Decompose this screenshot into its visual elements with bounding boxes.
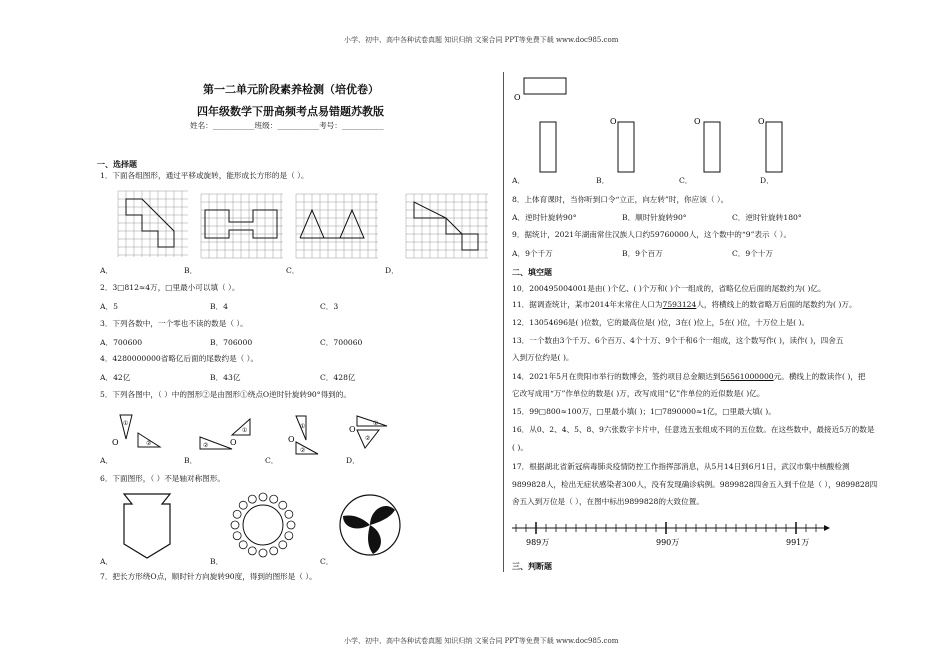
page-header: 小学、初中、高中各种试卷真题 知识归纳 文案合同 PPT等免费下载 www.doc985.com: [344, 36, 619, 44]
q5-c-point: O: [288, 435, 295, 444]
q6-figure-swirl: [335, 490, 405, 560]
q5-d-mark2: ②: [365, 435, 371, 442]
q1-figure-a: [118, 191, 188, 261]
q6-figure-ring: [228, 490, 298, 560]
q5-b-mark1: ②: [203, 442, 209, 449]
exam-subtitle: 四年级数学下册高频考点易错题苏教版: [197, 105, 384, 118]
q11-text-2: 人，将横线上的数省略万后面的尾数约为( )万。: [696, 300, 857, 309]
q5-figure-a: [112, 415, 172, 459]
question-10: 10．200495004001是由( )个亿、( )个万和( )个一组成的，省略亿位后面的尾数约为( )亿。: [512, 284, 826, 293]
q5-a-mark2: ②: [146, 440, 152, 447]
q3-option-c: C．700060: [320, 338, 363, 347]
question-9: 9．据统计，2021年湖南常住汉族人口约59760000人，这个数中的“9”表示（ ）。: [512, 230, 792, 239]
q5-option-d: D．: [346, 456, 360, 465]
q14-text-1: 14．2021年5月在贵阳市举行的数博会，签约项目总金额达到: [512, 372, 721, 381]
q8-option-a: A．逆时针旋转90°: [512, 213, 577, 222]
numline-label-991: 991万: [786, 538, 810, 547]
question-15: 15．99□800≈100万，□里最小填( )；1□7890000≈1亿，□里最大填( )。: [512, 407, 776, 416]
question-3: 3．下列各数中，一个零也不读的数是（ ）。: [100, 319, 248, 328]
q9-option-b: B．9个百万: [622, 249, 663, 258]
q6-figure-shield: [112, 490, 182, 560]
q5-d-mark1: ①: [373, 420, 379, 427]
section-choice-heading: 一、选择题: [97, 159, 137, 169]
q5-a-point: O: [112, 438, 119, 447]
question-7: 7．把长方形绕O点，顺时针方向旋转90度，得到的图形是（ ）。: [100, 572, 317, 581]
numline-label-989: 989万: [526, 538, 550, 547]
q4-option-a: A．42亿: [100, 373, 131, 382]
question-13-line2: 入到万位约是( )。: [512, 353, 574, 362]
q1-option-a: A．: [100, 266, 114, 275]
number-line: [512, 520, 832, 550]
q1-option-c: C．: [286, 266, 300, 275]
q8-option-b: B．顺时针旋转90°: [622, 213, 687, 222]
q7-option-a: A．: [512, 176, 526, 185]
q4-option-c: C．428亿: [320, 373, 356, 382]
q1-figure-d: [406, 194, 488, 262]
q7-option-d: D．: [760, 176, 774, 185]
q5-c-mark2: ②: [300, 447, 306, 454]
column-divider: [503, 72, 504, 572]
numline-label-990: 990万: [656, 538, 680, 547]
q5-option-c: C．: [265, 456, 279, 465]
section-fill-heading: 二、填空题: [512, 267, 552, 277]
q5-a-mark1: ①: [123, 420, 129, 427]
q7-d-point: O: [758, 117, 765, 126]
question-4: 4．4280000000省略亿后面的尾数约是（ ）。: [100, 354, 259, 363]
student-info-line: 姓名：___________班级：___________考号：___________: [190, 121, 384, 130]
question-16-line2: ( )。: [512, 443, 528, 452]
question-17-line1: 17．根据湖北省新冠病毒肺炎疫情防控工作指挥部消息，从5月14日到6月1日，武汉市集中核酸检测: [512, 462, 850, 471]
question-12: 12．13054696是( )位数，它的最高位是( )位，3在( )位上，5在( )位，十万位上是( )。: [512, 318, 810, 327]
q5-d-point: O: [349, 425, 356, 434]
question-5: 5．下列各图中，（ ）中的图形②是由图形①绕点O逆时针旋转90°得到的。: [100, 390, 351, 399]
q1-option-d: D．: [385, 266, 399, 275]
q1-option-b: B．: [184, 266, 198, 275]
question-14-line1: [512, 372, 866, 382]
question-6: 6．下面图形，（ ）不是轴对称图形。: [100, 474, 225, 483]
question-2: 2．3□812≈4万，□里最小可以填（ ）。: [100, 283, 240, 292]
q1-figure-b: [201, 194, 283, 262]
q5-option-a: A．: [100, 456, 114, 465]
question-16-line1: 16．从0、2、4、5、8、9六张数字卡片中，任意选五张组成不同的五位数。在这些数中，最接近5万的数是: [512, 425, 875, 434]
q14-text-2: 元。横线上的数读作( )，把: [773, 372, 866, 381]
q2-option-c: C．3: [320, 302, 339, 311]
q7-original-point: O: [514, 93, 521, 102]
q5-b-point: O: [230, 438, 237, 447]
q2-option-a: A．5: [100, 302, 118, 311]
question-17-line3: 舍五入到万位是（ ），在图中标出9899828的大致位置。: [512, 497, 704, 506]
q11-underlined: 7593124: [662, 300, 697, 309]
q2-option-b: B．4: [210, 302, 229, 311]
q7-figures: [514, 76, 774, 186]
q7-option-c: C．: [679, 176, 693, 185]
question-11: [512, 300, 857, 310]
q5-option-b: B．: [184, 456, 198, 465]
question-14-line2: 它改写成用“万”作单位的数是( )万，改写成用“亿”作单位的近似数是( )亿。: [512, 389, 765, 398]
q6-option-c: C．: [320, 557, 334, 566]
question-17-line2: 9899828人，检出无症状感染者300人，没有发现确诊病例。9899828四舍五入到千位是（ ），9899828四: [512, 480, 878, 489]
question-1: 1．下面各组图形，通过平移或旋转，能形成长方形的是（ ）。: [100, 171, 309, 180]
question-8: 8．上体育课时，当你听到口令“立正，向左转”时，你应该（ ）。: [512, 195, 729, 204]
q1-figure-c: [296, 194, 378, 262]
page-footer: 小学、初中、高中各种试卷真题 知识归纳 文案合同 PPT等免费下载 www.doc985.com: [344, 637, 619, 645]
q7-c-point: O: [694, 117, 701, 126]
q4-option-b: B．43亿: [210, 373, 241, 382]
q5-b-mark2: ①: [242, 427, 248, 434]
q3-option-a: A．700600: [100, 338, 143, 347]
q9-option-a: A．9个千万: [512, 249, 553, 258]
q14-underlined: 56561000000: [720, 372, 774, 381]
section-judge-heading: 三、判断题: [512, 561, 552, 571]
exam-title: 第一二单元阶段素养检测（培优卷）: [203, 83, 379, 96]
q9-option-c: C．9个十万: [732, 249, 774, 258]
q6-option-b: B．: [210, 557, 224, 566]
q7-option-b: B．: [596, 176, 610, 185]
q5-figure-b: [198, 415, 258, 455]
q3-option-b: B．706000: [210, 338, 253, 347]
q5-figure-c: [278, 412, 328, 456]
q5-figure-d: [335, 412, 405, 456]
q6-option-a: A．: [100, 557, 114, 566]
q5-c-mark1: ①: [300, 423, 306, 430]
q11-text-1: 11．据调查统计，某市2014年末常住人口为: [512, 300, 663, 309]
q8-option-c: C．逆时针旋转180°: [732, 213, 802, 222]
question-13-line1: 13．一个数由3个千万、6个百万、4个十万、9个千和6个一组成，这个数写作( )，读作( )，四舍五: [512, 336, 844, 345]
q7-b-point: O: [610, 117, 617, 126]
